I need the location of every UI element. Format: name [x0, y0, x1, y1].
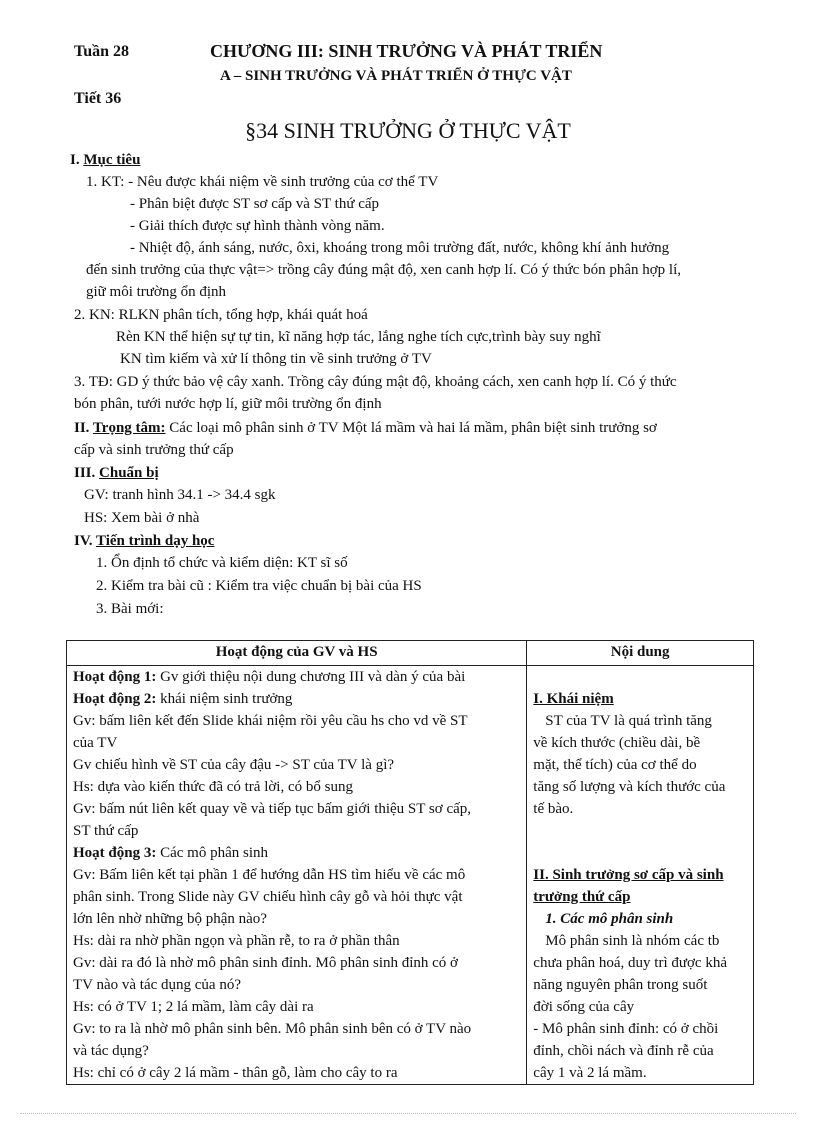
activity-line: [73, 666, 520, 688]
week-label: Tuần 28: [74, 43, 129, 60]
activity-label: Hoạt động 3:: [73, 845, 157, 861]
activity-line: [73, 974, 520, 996]
preparation-line: GV: tranh hình 34.1 -> 34.4 sgk: [84, 487, 276, 503]
section-focus-heading: [74, 417, 657, 439]
activity-line: [73, 1018, 520, 1040]
header-content: Nội dung: [527, 641, 754, 666]
heading-text: Mục tiêu: [83, 152, 141, 168]
activity-text: Hs: chỉ có ở cây 2 lá mầm - thân gỗ, làm cho cây to ra: [73, 1065, 398, 1081]
activity-text: Gv: Bấm liên kết tại phần 1 để hướng dẫn HS tìm hiểu về các mô: [73, 867, 466, 883]
content-line: Mô phân sinh là nhóm các tb: [545, 933, 720, 949]
activity-text: Gv giới thiệu nội dung chương III và dàn ý của bài: [156, 669, 466, 685]
objective-line: bón phân, tưới nước hợp lí, giữ môi trường ổn định: [74, 396, 382, 412]
activity-line: [73, 820, 520, 842]
section-objectives-heading: [70, 149, 140, 171]
objective-line: 3. TĐ: GD ý thức bảo vệ cây xanh. Trồng cây đúng mật độ, khoảng cách, xen canh hợp lí. Có ý thức: [74, 374, 677, 390]
lesson-plan-body: [0, 149, 816, 619]
heading-text: Trọng tâm:: [92, 420, 166, 436]
activity-line: [73, 1040, 520, 1062]
activity-cell: [67, 666, 527, 1085]
activity-text: Hs: dài ra nhờ phần ngọn và phần rễ, to ra ở phần thân: [73, 933, 400, 949]
objective-line: 1. KT: - Nêu được khái niệm về sinh trưởng của cơ thể TV: [86, 174, 439, 190]
content-line: tế bào.: [533, 801, 574, 817]
objective-line: đến sinh trưởng của thực vật=> trồng cây đúng mật độ, xen canh hợp lí. Có ý thức bón phân hợp lí,: [86, 262, 681, 278]
activity-line: [73, 908, 520, 930]
activity-text: Gv: bấm nút liên kết quay về và tiếp tục bấm giới thiệu ST sơ cấp,: [73, 801, 472, 817]
activity-line: [73, 754, 520, 776]
activity-text: Hs: có ở TV 1; 2 lá mầm, làm cây dài ra: [73, 999, 314, 1015]
focus-line: Các loại mô phân sinh ở TV Một lá mầm và hai lá mầm, phân biệt sinh trưởng sơ: [165, 420, 657, 436]
activity-line: [73, 996, 520, 1018]
procedure-line: 1. Ổn định tổ chức và kiểm diện: KT sĩ số: [96, 555, 348, 571]
activity-label: Hoạt động 2:: [73, 691, 157, 707]
activity-text: Hs: dựa vào kiến thức đã có trả lời, có bổ sung: [73, 779, 353, 795]
heading-number: I.: [70, 152, 84, 168]
objective-line: 2. KN: RLKN phân tích, tổng hợp, khái quát hoá: [74, 307, 368, 323]
content-heading-growth-types: II. Sinh trưởng sơ cấp và sinh: [533, 867, 724, 883]
content-heading-growth-types-cont: trưởng thứ cấp: [533, 889, 631, 905]
heading-text: Chuẩn bị: [99, 465, 159, 481]
content-line: cây 1 và 2 lá mầm.: [533, 1065, 647, 1081]
section-preparation-heading: [74, 462, 159, 484]
activity-text: Gv: to ra là nhờ mô phân sinh bên. Mô phân sinh bên có ở TV nào: [73, 1021, 472, 1037]
page-bottom-rule: [20, 1113, 796, 1114]
activity-text: TV nào và tác dụng của nó?: [73, 977, 241, 993]
section-procedure-heading: [74, 530, 214, 552]
content-line: năng nguyên phân trong suốt: [533, 977, 708, 993]
activity-text: ST thứ cấp: [73, 823, 139, 839]
table-header-row: [67, 641, 754, 666]
content-line: tăng số lượng và kích thước của: [533, 779, 726, 795]
activity-text: của TV: [73, 735, 118, 751]
activity-table: [66, 640, 754, 1085]
content-line: đời sống của cây: [533, 999, 635, 1015]
content-line: chưa phân hoá, duy trì được khả: [533, 955, 727, 971]
activity-line: [73, 930, 520, 952]
content-line: đỉnh, chồi nách và đỉnh rễ của: [533, 1043, 714, 1059]
content-line: ST của TV là quá trình tăng: [545, 713, 712, 729]
preparation-line: HS: Xem bài ở nhà: [84, 510, 200, 526]
lesson-number: Tiết 36: [74, 90, 122, 107]
objective-line: KN tìm kiếm và xử lí thông tin về sinh trưởng ở TV: [120, 351, 432, 367]
content-line: - Mô phân sinh đỉnh: có ở chồi: [533, 1021, 719, 1037]
activity-label: Hoạt động 1:: [73, 669, 157, 685]
table-row: [67, 666, 754, 1085]
heading-number: IV.: [74, 533, 96, 549]
heading-number: II.: [74, 420, 93, 436]
activity-line: [73, 864, 520, 886]
procedure-line: 3. Bài mới:: [96, 601, 164, 617]
activity-text: Gv chiếu hình về ST của cây đậu -> ST của TV là gì?: [73, 757, 395, 773]
activity-text: lớn lên nhờ những bộ phận nào?: [73, 911, 267, 927]
activity-text: và tác dụng?: [73, 1043, 149, 1059]
objective-line: giữ môi trường ổn định: [86, 284, 227, 300]
section-subtitle: A – SINH TRƯỞNG VÀ PHÁT TRIỂN Ở THỰC VẬT: [220, 68, 572, 84]
objective-line: - Giải thích được sự hình thành vòng năm.: [130, 218, 385, 234]
focus-line: cấp và sinh trưởng thứ cấp: [74, 442, 234, 458]
objective-line: - Nhiệt độ, ánh sáng, nước, ôxi, khoáng trong môi trường đất, nước, không khí ảnh hưởng: [130, 240, 670, 256]
activity-text: Gv: dài ra đó là nhờ mô phân sinh đỉnh. Mô phân sinh đỉnh có ở: [73, 955, 458, 971]
content-subheading-meristem: 1. Các mô phân sinh: [545, 911, 674, 927]
activity-line: [73, 952, 520, 974]
objective-line: - Phân biệt được ST sơ cấp và ST thứ cấp: [130, 196, 380, 212]
activity-line: [73, 798, 520, 820]
activity-line: [73, 710, 520, 732]
activity-line: [73, 776, 520, 798]
spacer: [533, 666, 747, 688]
activity-line: [73, 732, 520, 754]
spacer: [533, 842, 747, 864]
activity-text: Gv: bấm liên kết đến Slide khái niệm rồi yêu cầu hs cho vd về ST: [73, 713, 468, 729]
content-cell: [527, 666, 754, 1085]
activity-text: khái niệm sinh trưởng: [156, 691, 293, 707]
spacer: [533, 820, 747, 842]
heading-number: III.: [74, 465, 100, 481]
activity-line: [73, 688, 520, 710]
header-teacher-student-activity: Hoạt động của GV và HS: [67, 641, 527, 666]
activity-text: Các mô phân sinh: [156, 845, 268, 861]
chapter-title: CHƯƠNG III: SINH TRƯỞNG VÀ PHÁT TRIỂN: [210, 41, 603, 61]
content-heading-definition: I. Khái niệm: [533, 691, 614, 707]
objective-line: Rèn KN thể hiện sự tự tin, kĩ năng hợp tác, lắng nghe tích cực,trình bày suy nghĩ: [116, 329, 601, 345]
activity-line: [73, 886, 520, 908]
lesson-title: §34 SINH TRƯỞNG Ở THỰC VẬT: [245, 118, 571, 143]
heading-text: Tiến trình dạy học: [95, 533, 215, 549]
activity-line: [73, 1062, 520, 1084]
procedure-line: 2. Kiểm tra bài cũ : Kiểm tra việc chuẩn bị bài của HS: [96, 578, 422, 594]
activity-line: [73, 842, 520, 864]
content-line: mặt, thể tích) của cơ thể do: [533, 757, 697, 773]
activity-text: phân sinh. Trong Slide này GV chiếu hình cây gỗ và hỏi thực vật: [73, 889, 463, 905]
content-line: về kích thước (chiều dài, bề: [533, 735, 701, 751]
